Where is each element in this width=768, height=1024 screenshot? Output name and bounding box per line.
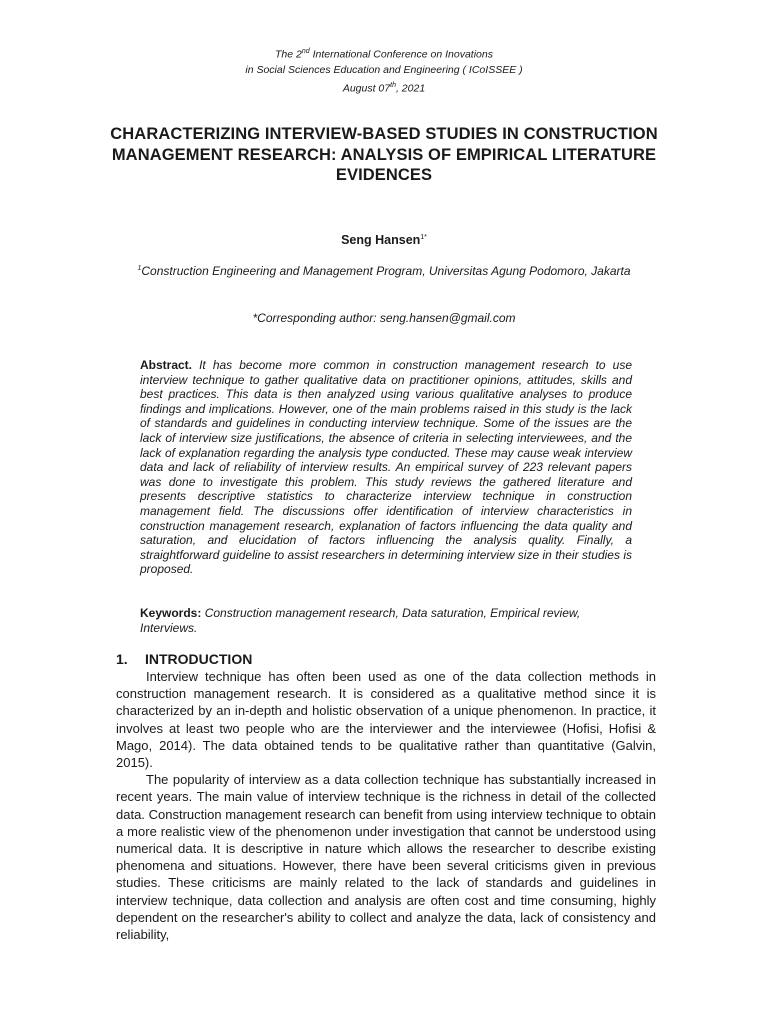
corresponding-author: *Corresponding author: seng.hansen@gmail.com <box>252 311 516 325</box>
abstract <box>140 358 632 577</box>
conference-line-1: The 2nd International Conference on Inovations <box>275 48 493 61</box>
conference-header <box>0 44 768 96</box>
conference-date: August 07th, 2021 <box>342 81 426 94</box>
conference-line-2: in Social Sciences Education and Engineering ( ICoISSEE ) <box>245 63 523 76</box>
section-heading-introduction <box>116 651 252 667</box>
paper-title: CHARACTERIZING INTERVIEW-BASED STUDIES IN CONSTRUCTION MANAGEMENT RESEARCH: ANALYSIS OF EMPIRICAL LITERATURE EVIDENCES <box>110 125 658 184</box>
keywords <box>140 606 640 636</box>
author-affiliation: $^1$Construction Engineering and Management Program, Universitas Agung Podomoro, Jakarta <box>137 264 631 278</box>
section-title: INTRODUCTION <box>145 651 253 667</box>
section-number: 1. <box>116 651 128 667</box>
keywords-text: Construction management research, Data saturation, Empirical review, Interviews. <box>140 606 581 635</box>
abstract-label: Abstract. <box>140 358 193 372</box>
paragraph: The popularity of interview as a data collection technique has substantially increased in recent years. The main value of interview technique is the richness in detail of the collected data. Construction management research can benefit from using interview technique to obtain a more realistic view of the phenomenon under investigation that cannot be understood using numerical data. It is descriptive in nature which allows the researcher to describe existing phenomena and situations. However, there have been several criticisms given in previous studies. These criticisms are mainly related to the lack of standards and guidelines in interview technique, data collection and analysis are often cost and time consuming, highly dependent on the researcher's ability to collect and analyze the data, lack of consistency and reliability, <box>116 772 656 943</box>
paragraph: Interview technique has often been used as one of the data collection methods in construction management research. It is considered as a qualitative method since it is characterized by an in-depth and holistic observation of a unique phenomenon. In practice, it involves at least two people who are the interviewer and the interviewee (Hofisi, Hofisi & Mago, 2014). The data obtained tends to be qualitative rather than quantitative (Galvin, 2015). <box>116 669 656 771</box>
abstract-text: It has become more common in construction management research to use interview technique to gather qualitative data on practitioner opinions, attitudes, skills and best practices. This data is then analyzed using various qualitative analyses to produce findings and implications. However, one of the main problems raised in this study is the lack of standards and guidelines in conducting interview technique. Some of the issues are the lack of interview size justifications, the absence of criteria in selecting interviewees, and the lack of explanation regarding the analysis type conducted. These may cause weak interview data and lack of reliability of interview results. An empirical survey of 223 relevant papers was done to investigate this problem. This study reviews the gathered literature and presents descriptive statistics to characterize interview technique in construction management field. The discussions offer identification of interview characteristics in construction management research, explanation of factors influencing the data quality and saturation, and elucidation of factors influencing the analysis quality. Finally, a straightforward guideline to assist researchers in determining interview size in their studies is proposed. <box>140 358 632 577</box>
author-name: Seng Hansen$^{1*}$ <box>341 233 427 247</box>
keywords-label: Keywords: <box>140 606 202 620</box>
introduction-body <box>116 668 656 943</box>
